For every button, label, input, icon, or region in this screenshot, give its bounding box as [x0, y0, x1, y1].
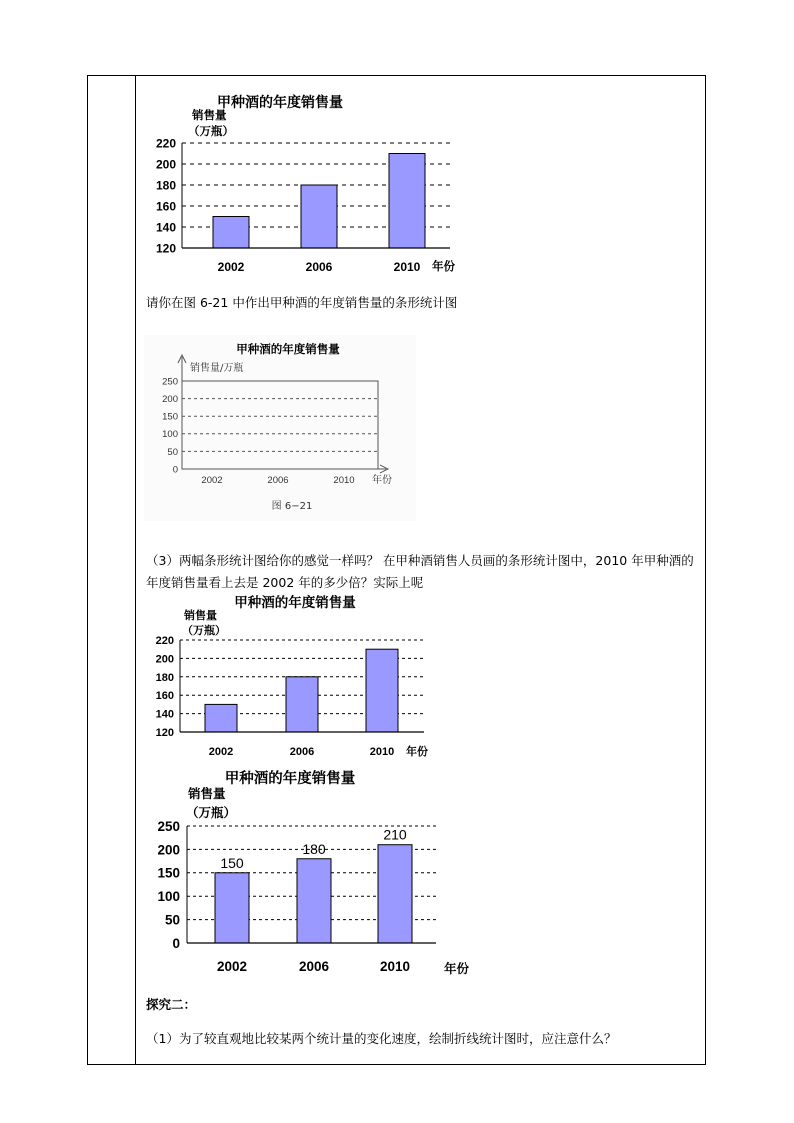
bar-2002 — [213, 217, 249, 249]
chart-title: 甲种酒的年度销售量 — [217, 95, 343, 111]
bar-2006 — [301, 185, 337, 248]
x-tick-label: 2002 — [201, 475, 223, 486]
y-axis-label: 销售量 — [192, 108, 227, 122]
y-tick-label: 180 — [155, 671, 174, 684]
x-axis-unit: 年份 — [444, 961, 470, 976]
instruction-text: 请你在图 6-21 中作出甲种酒的年度销售量的条形统计图 — [146, 295, 458, 310]
chart-title: 甲种酒的年度销售量 — [236, 342, 340, 356]
y-tick-label: 150 — [157, 865, 180, 881]
x-tick-label: 2002 — [216, 959, 248, 974]
y-tick-label: 220 — [155, 136, 176, 151]
figure-background — [144, 335, 416, 521]
y-tick-label: 120 — [155, 726, 174, 739]
y-tick-label: 100 — [157, 889, 180, 905]
y-tick-label: 140 — [155, 708, 174, 721]
y-axis-unit: （万瓶） — [186, 805, 237, 820]
x-tick-label: 2006 — [305, 260, 333, 274]
y-tick-label: 200 — [162, 394, 178, 406]
y-tick-label: 50 — [164, 912, 180, 928]
x-tick-label: 2006 — [289, 746, 315, 758]
x-axis-unit: 年份 — [406, 745, 428, 758]
x-tick-label: 2010 — [369, 746, 395, 758]
bar-2006 — [286, 677, 318, 732]
bar-2002 — [205, 704, 237, 732]
x-tick-label: 2006 — [298, 959, 330, 974]
data-label: 150 — [220, 854, 244, 871]
y-tick-label: 140 — [155, 220, 176, 235]
chart-template-figure-6-21 — [140, 333, 420, 523]
section-heading: 探究二： — [146, 997, 197, 1012]
y-tick-label: 220 — [155, 634, 174, 647]
y-tick-label: 250 — [157, 818, 180, 834]
chart-sales-2002-2010-b — [140, 592, 450, 767]
chart-sales-2002-2010-c — [140, 768, 480, 980]
y-axis-unit: （万瓶） — [182, 624, 226, 637]
chart-sales-2002-2010-a — [140, 85, 470, 280]
y-tick-label: 180 — [155, 178, 176, 193]
y-tick-label: 0 — [172, 464, 178, 476]
question-3-text: （3）两幅条形统计图给你的感觉一样吗？ 在甲种酒销售人员画的条形统计图中，2010 年甲种酒的年度销售量看上去是 2002 年的多少倍？实际上呢 — [146, 553, 694, 590]
y-axis-label: 销售量/万瓶 — [190, 363, 244, 374]
bar-2006 — [297, 859, 331, 943]
y-tick-label: 200 — [155, 157, 176, 172]
chart-title: 甲种酒的年度销售量 — [234, 595, 356, 611]
chart-title: 甲种酒的年度销售量 — [224, 771, 356, 787]
y-tick-label: 0 — [172, 935, 180, 951]
y-tick-label: 160 — [155, 690, 174, 703]
x-tick-label: 2010 — [379, 959, 411, 974]
x-tick-label: 2006 — [267, 475, 289, 486]
bar-2002 — [215, 873, 249, 943]
data-label: 180 — [302, 840, 326, 857]
x-tick-label: 2010 — [393, 260, 421, 274]
x-tick-label: 2002 — [208, 746, 234, 758]
x-tick-label: 2002 — [217, 260, 245, 274]
x-axis-unit: 年份 — [372, 475, 392, 486]
bar-2010 — [366, 649, 398, 732]
x-tick-label: 2010 — [333, 475, 355, 486]
table-column-divider — [135, 75, 136, 1065]
question-1-text: （1）为了较直观地比较某两个统计量的变化速度，绘制折线统计图时，应注意什么？ — [146, 1031, 617, 1046]
y-tick-label: 100 — [162, 429, 178, 441]
y-axis-unit: （万瓶） — [188, 124, 234, 138]
y-tick-label: 160 — [155, 199, 176, 214]
y-tick-label: 250 — [162, 376, 178, 388]
x-axis-unit: 年份 — [432, 259, 455, 273]
y-tick-label: 200 — [157, 842, 180, 858]
y-tick-label: 120 — [155, 241, 176, 256]
figure-caption: 图 6−21 — [271, 501, 313, 512]
bar-2010 — [378, 845, 412, 943]
data-label: 210 — [383, 826, 407, 843]
y-tick-label: 150 — [162, 411, 178, 423]
y-axis-label: 销售量 — [188, 786, 226, 801]
y-tick-label: 50 — [167, 446, 178, 458]
y-tick-label: 200 — [155, 653, 174, 666]
bar-2010 — [389, 154, 425, 249]
y-axis-label: 销售量 — [184, 609, 217, 622]
